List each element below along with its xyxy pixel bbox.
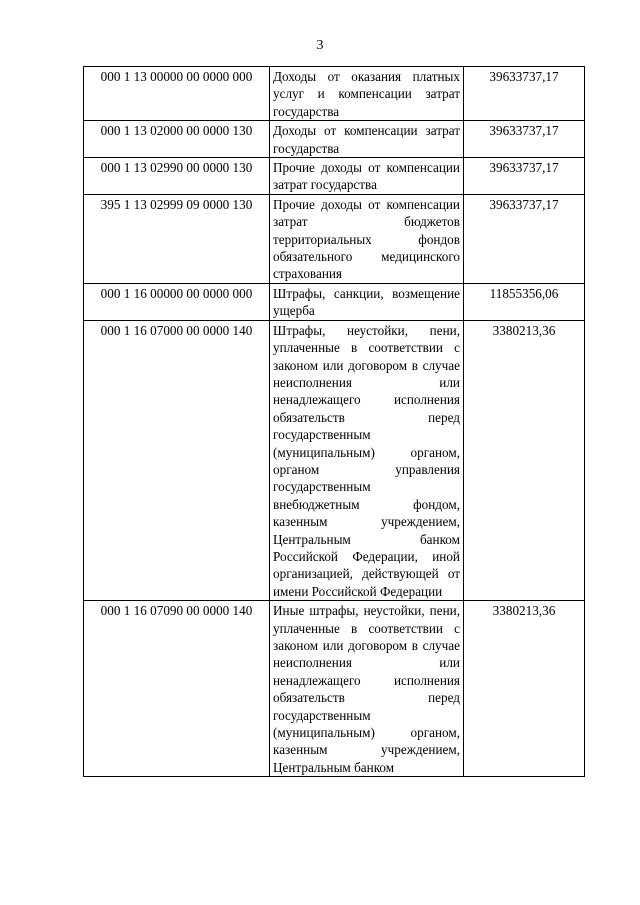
table-row xyxy=(84,601,585,777)
budget-code: 000 1 16 00000 00 0000 000 xyxy=(84,283,270,320)
revenue-amount: 3380213,36 xyxy=(464,601,585,777)
budget-code: 000 1 16 07090 00 0000 140 xyxy=(84,601,270,777)
revenue-amount: 11855356,06 xyxy=(464,283,585,320)
revenue-name: Штрафы, неустойки, пени, уплаченные в соответствии с законом или договором в случае неисполнения или ненадлежащего исполнения обязательств перед государственным (муниципальным) органом, органом управления государственным внебюджетным фондом, казенным учреждением, Центральным банком Российской Федерации, иной организацией, действующей от имени Российской Федерации xyxy=(270,320,464,601)
revenue-name: Штрафы, санкции, возмещение ущерба xyxy=(270,283,464,320)
budget-code: 000 1 16 07000 00 0000 140 xyxy=(84,320,270,601)
revenue-name: Доходы от компенсации затрат государства xyxy=(270,121,464,158)
table-row xyxy=(84,283,585,320)
budget-code: 395 1 13 02999 09 0000 130 xyxy=(84,194,270,283)
page-number: 3 xyxy=(316,38,324,53)
budget-code: 000 1 13 02000 00 0000 130 xyxy=(84,121,270,158)
revenue-table xyxy=(83,66,585,777)
budget-code: 000 1 13 02990 00 0000 130 xyxy=(84,158,270,195)
table-row xyxy=(84,158,585,195)
table-row xyxy=(84,121,585,158)
revenue-name: Иные штрафы, неустойки, пени, уплаченные в соответствии с законом или договором в случае неисполнения или ненадлежащего исполнения обязательств перед государственным (муниципальным) органом, казенным учреждением, Центральным банком xyxy=(270,601,464,777)
table-row xyxy=(84,194,585,283)
revenue-name: Прочие доходы от компенсации затрат государства xyxy=(270,158,464,195)
table-row xyxy=(84,320,585,601)
revenue-amount: 39633737,17 xyxy=(464,194,585,283)
revenue-amount: 39633737,17 xyxy=(464,67,585,121)
revenue-name: Прочие доходы от компенсации затрат бюджетов территориальных фондов обязательного медицинского страхования xyxy=(270,194,464,283)
budget-code: 000 1 13 00000 00 0000 000 xyxy=(84,67,270,121)
revenue-amount: 3380213,36 xyxy=(464,320,585,601)
revenue-name: Доходы от оказания платных услуг и компенсации затрат государства xyxy=(270,67,464,121)
revenue-amount: 39633737,17 xyxy=(464,158,585,195)
revenue-amount: 39633737,17 xyxy=(464,121,585,158)
table-row xyxy=(84,67,585,121)
